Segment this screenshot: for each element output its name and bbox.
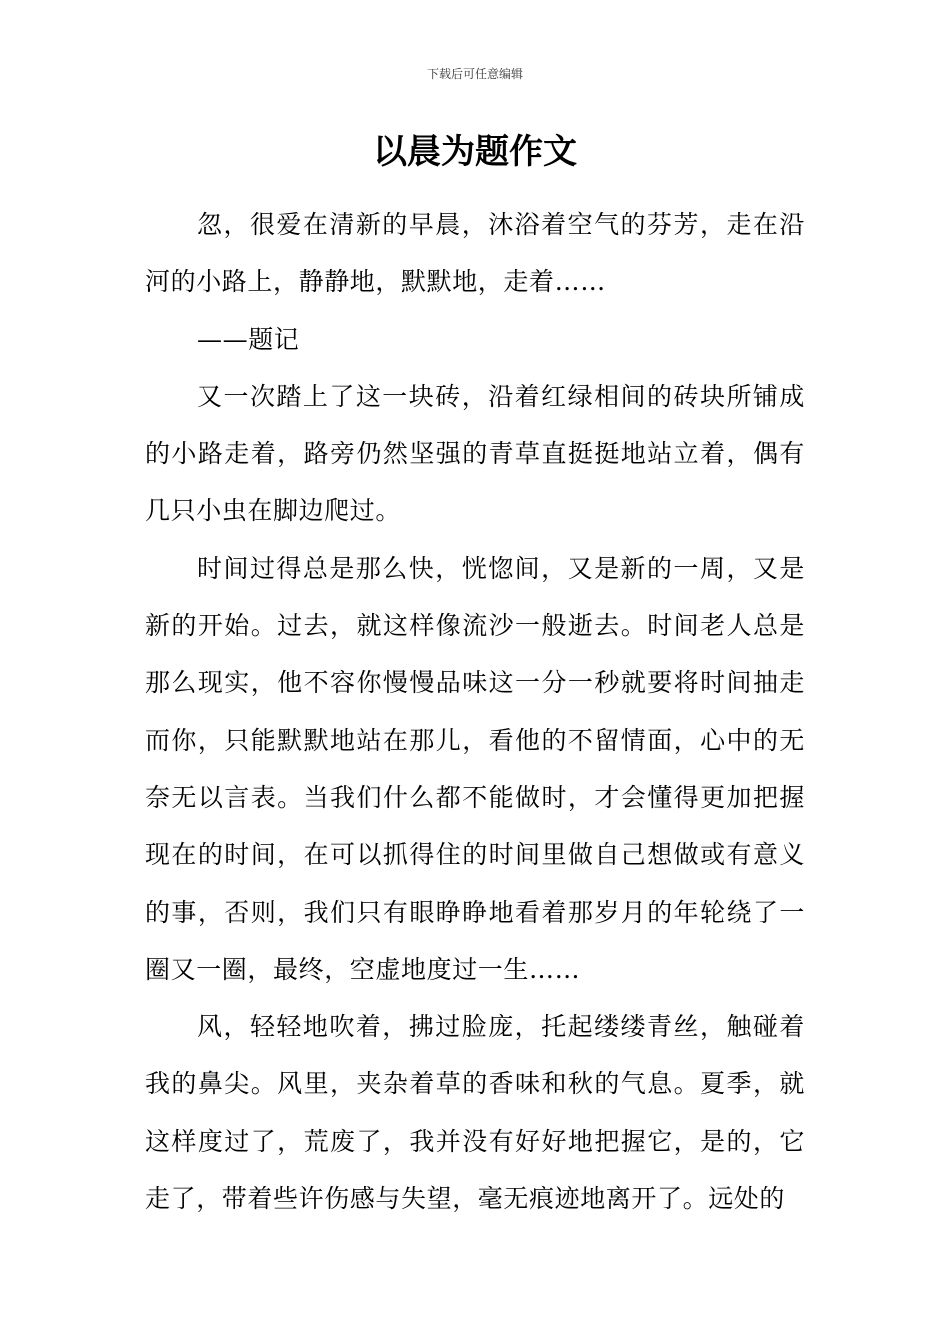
paragraph-1: 又一次踏上了这一块砖，沿着红绿相间的砖块所铺成的小路走着，路旁仍然坚强的青草直挺挺地站立着，偶有几只小虫在脚边爬过。 xyxy=(145,381,805,526)
paragraph-intro: 忽，很爱在清新的早晨，沐浴着空气的芬芳，走在沿河的小路上，静静地，默默地，走着…… xyxy=(145,210,805,297)
paragraph-epigraph-attribution: ——题记 xyxy=(197,324,300,354)
paragraph-2: 时间过得总是那么快，恍惚间，又是新的一周，又是新的开始。过去，就这样像流沙一般逝去。时间老人总是那么现实，他不容你慢慢品味这一分一秒就要将时间抽走而你，只能默默地站在那儿，看他的不留情面，心中的无奈无以言表。当我们什么都不能做时，才会懂得更加把握现在的时间，在可以抓得住的时间里做自己想做或有意义的事，否则，我们只有眼睁睁地看着那岁月的年轮绕了一圈又一圈，最终，空虚地度过一生…… xyxy=(145,553,805,984)
header-note: 下载后可任意编辑 xyxy=(426,67,523,81)
document-title: 以晨为题作文 xyxy=(373,132,577,172)
paragraph-3: 风，轻轻地吹着，拂过脸庞，托起缕缕青丝，触碰着我的鼻尖。风里，夹杂着草的香味和秋的气息。夏季，就这样度过了，荒废了，我并没有好好地把握它，是的，它走了，带着些许伤感与失望，毫无痕迹地离开了。远处的 xyxy=(145,1012,805,1214)
document-body xyxy=(145,196,805,1227)
